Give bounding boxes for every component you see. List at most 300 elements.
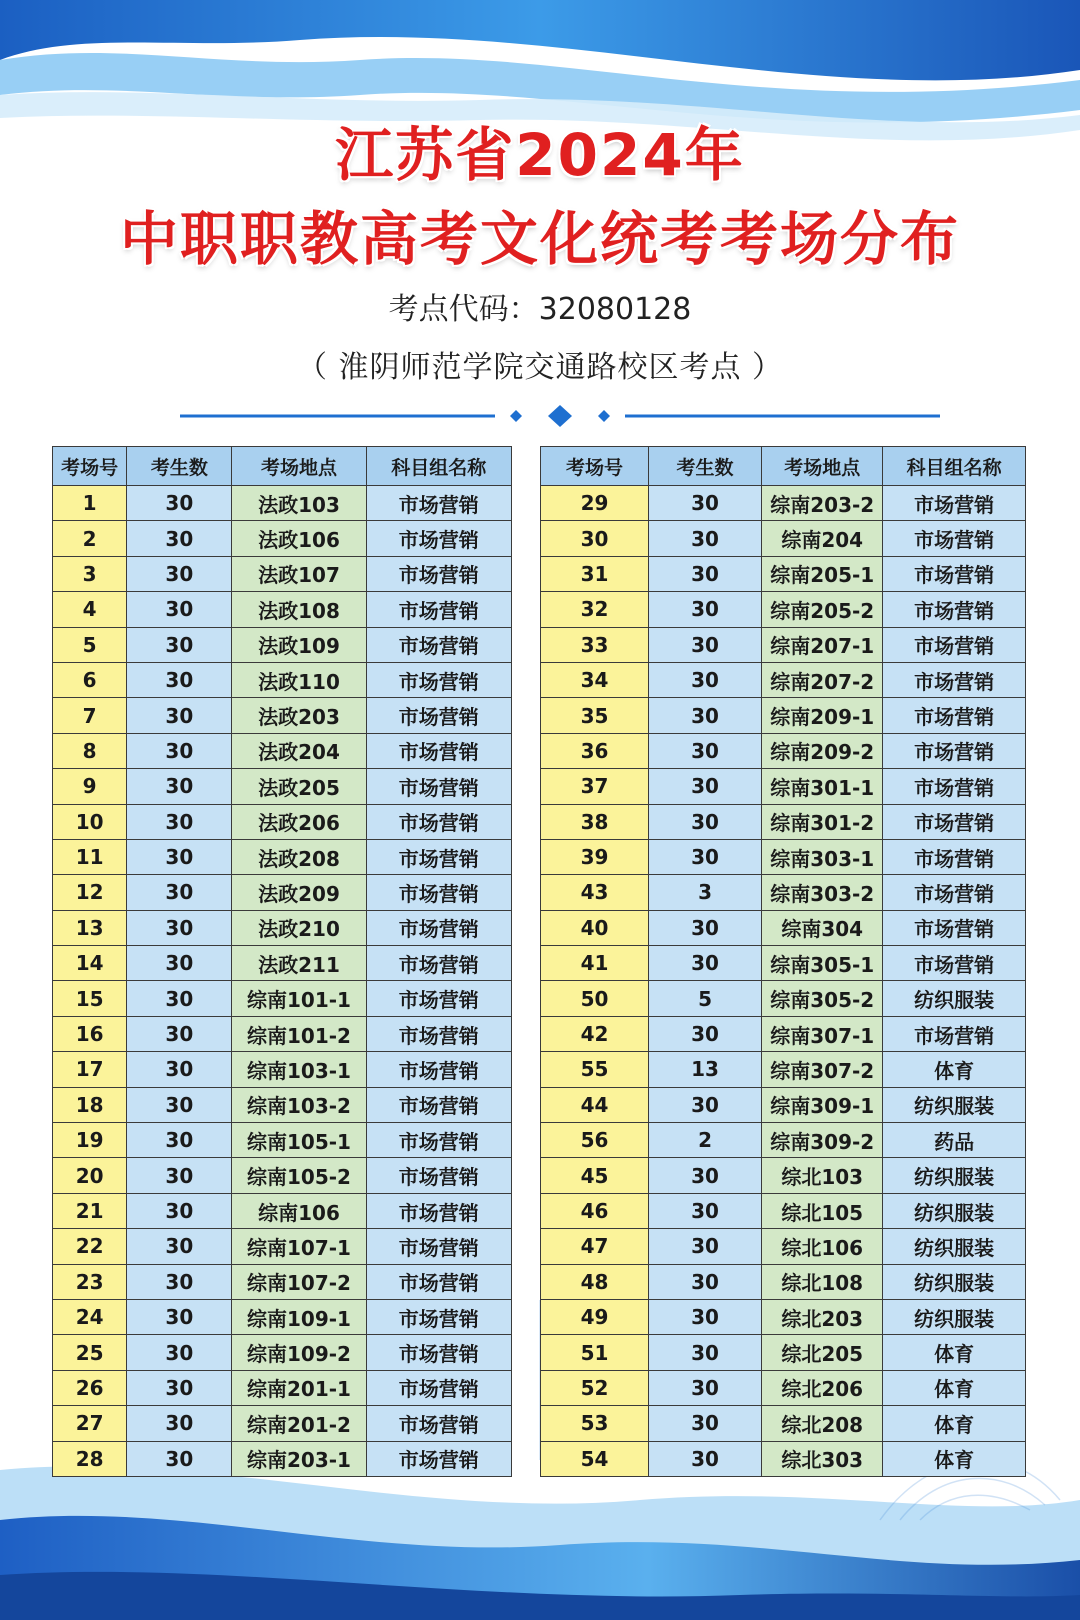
subject-group-cell: 市场营销 <box>366 1441 511 1476</box>
room-number-cell: 29 <box>541 486 649 521</box>
room-number-cell: 48 <box>541 1264 649 1299</box>
subject-group-cell: 市场营销 <box>366 627 511 662</box>
subject-group-cell: 体育 <box>883 1370 1026 1405</box>
table-row <box>53 875 512 910</box>
location-cell: 综南205-1 <box>762 556 883 591</box>
room-number-cell: 31 <box>541 556 649 591</box>
table-row <box>541 1406 1026 1441</box>
location-cell: 综南106 <box>232 1193 366 1228</box>
examinee-count-cell: 30 <box>127 556 232 591</box>
subject-group-cell: 市场营销 <box>366 839 511 874</box>
header-location: 考场地点 <box>762 447 883 486</box>
examinee-count-cell: 30 <box>649 1299 762 1334</box>
subject-group-cell: 市场营销 <box>366 733 511 768</box>
location-cell: 法政203 <box>232 698 366 733</box>
table-row <box>541 1441 1026 1476</box>
location-cell: 综南101-2 <box>232 1016 366 1051</box>
subject-group-cell: 市场营销 <box>366 910 511 945</box>
header-subject-group: 科目组名称 <box>366 447 511 486</box>
examinee-count-cell: 30 <box>127 486 232 521</box>
table-row <box>53 1299 512 1334</box>
header-examinee-count: 考生数 <box>649 447 762 486</box>
table-row <box>53 946 512 981</box>
subject-group-cell: 市场营销 <box>883 875 1026 910</box>
room-number-cell: 22 <box>53 1229 127 1264</box>
location-cell: 综南309-2 <box>762 1123 883 1158</box>
room-number-cell: 37 <box>541 769 649 804</box>
examinee-count-cell: 30 <box>649 521 762 556</box>
subject-group-cell: 市场营销 <box>366 1264 511 1299</box>
table-row <box>53 1123 512 1158</box>
room-number-cell: 42 <box>541 1016 649 1051</box>
room-number-cell: 47 <box>541 1229 649 1264</box>
subject-group-cell: 市场营销 <box>366 1087 511 1122</box>
examinee-count-cell: 30 <box>649 592 762 627</box>
location-cell: 综南207-1 <box>762 627 883 662</box>
table-row <box>53 839 512 874</box>
examinee-count-cell: 13 <box>649 1052 762 1087</box>
table-row <box>53 1406 512 1441</box>
room-number-cell: 17 <box>53 1052 127 1087</box>
examinee-count-cell: 30 <box>127 910 232 945</box>
table-row <box>53 662 512 697</box>
location-cell: 综南309-1 <box>762 1087 883 1122</box>
subject-group-cell: 纺织服装 <box>883 1193 1026 1228</box>
subject-group-cell: 市场营销 <box>883 627 1026 662</box>
examinee-count-cell: 5 <box>649 981 762 1016</box>
location-cell: 综南304 <box>762 910 883 945</box>
title-line-1: 江苏省2024年 <box>335 121 745 189</box>
subject-group-cell: 市场营销 <box>366 804 511 839</box>
location-cell: 综南103-1 <box>232 1052 366 1087</box>
location-cell: 综南107-1 <box>232 1229 366 1264</box>
table-row <box>53 1087 512 1122</box>
location-cell: 综南105-1 <box>232 1123 366 1158</box>
examinee-count-cell: 30 <box>127 875 232 910</box>
table-row <box>53 1158 512 1193</box>
subject-group-cell: 纺织服装 <box>883 1087 1026 1122</box>
examinee-count-cell: 30 <box>649 733 762 768</box>
table-row <box>541 733 1026 768</box>
room-number-cell: 9 <box>53 769 127 804</box>
subject-group-cell: 市场营销 <box>366 521 511 556</box>
location-cell: 综南203-1 <box>232 1441 366 1476</box>
location-cell: 综南204 <box>762 521 883 556</box>
subject-group-cell: 体育 <box>883 1052 1026 1087</box>
table-row <box>541 592 1026 627</box>
location-cell: 法政108 <box>232 592 366 627</box>
examinee-count-cell: 30 <box>649 1406 762 1441</box>
examinee-count-cell: 30 <box>649 946 762 981</box>
examinee-count-cell: 30 <box>649 1087 762 1122</box>
subject-group-cell: 市场营销 <box>366 981 511 1016</box>
examinee-count-cell: 30 <box>649 1229 762 1264</box>
examinee-count-cell: 30 <box>127 1123 232 1158</box>
table-row <box>541 769 1026 804</box>
subject-group-cell: 市场营销 <box>366 1158 511 1193</box>
location-cell: 法政209 <box>232 875 366 910</box>
subject-group-cell: 纺织服装 <box>883 1229 1026 1264</box>
examinee-count-cell: 30 <box>127 1052 232 1087</box>
examinee-count-cell: 30 <box>127 1264 232 1299</box>
location-cell: 综南209-1 <box>762 698 883 733</box>
room-number-cell: 43 <box>541 875 649 910</box>
subject-group-cell: 纺织服装 <box>883 1299 1026 1334</box>
examinee-count-cell: 30 <box>127 839 232 874</box>
location-cell: 综南201-1 <box>232 1370 366 1405</box>
room-number-cell: 20 <box>53 1158 127 1193</box>
examinee-count-cell: 30 <box>649 662 762 697</box>
header-room-no: 考场号 <box>541 447 649 486</box>
table-row <box>541 662 1026 697</box>
subject-group-cell: 体育 <box>883 1406 1026 1441</box>
table-row <box>541 556 1026 591</box>
examinee-count-cell: 30 <box>127 1335 232 1370</box>
subject-group-cell: 市场营销 <box>883 733 1026 768</box>
subject-group-cell: 市场营销 <box>366 592 511 627</box>
table-row <box>53 486 512 521</box>
location-cell: 综南103-2 <box>232 1087 366 1122</box>
table-row <box>53 592 512 627</box>
examinee-count-cell: 30 <box>127 627 232 662</box>
room-number-cell: 23 <box>53 1264 127 1299</box>
table-row <box>541 1158 1026 1193</box>
room-number-cell: 51 <box>541 1335 649 1370</box>
location-cell: 综南307-2 <box>762 1052 883 1087</box>
room-number-cell: 3 <box>53 556 127 591</box>
table-row <box>53 556 512 591</box>
examinee-count-cell: 30 <box>649 910 762 945</box>
table-row <box>53 981 512 1016</box>
location-cell: 法政106 <box>232 521 366 556</box>
subject-group-cell: 市场营销 <box>883 592 1026 627</box>
subject-group-cell: 市场营销 <box>883 839 1026 874</box>
location-cell: 综南301-1 <box>762 769 883 804</box>
table-row <box>541 1016 1026 1051</box>
location-cell: 综北303 <box>762 1441 883 1476</box>
table-row <box>541 1335 1026 1370</box>
location-cell: 综南301-2 <box>762 804 883 839</box>
room-number-cell: 50 <box>541 981 649 1016</box>
location-cell: 综南205-2 <box>762 592 883 627</box>
examinee-count-cell: 30 <box>127 1158 232 1193</box>
room-number-cell: 8 <box>53 733 127 768</box>
examinee-count-cell: 3 <box>649 875 762 910</box>
subject-group-cell: 市场营销 <box>366 1370 511 1405</box>
subject-group-cell: 市场营销 <box>883 662 1026 697</box>
table-row <box>541 946 1026 981</box>
room-number-cell: 56 <box>541 1123 649 1158</box>
table-row <box>541 1264 1026 1299</box>
table-row <box>541 1299 1026 1334</box>
table-header-row <box>53 447 512 486</box>
subject-group-cell: 市场营销 <box>366 769 511 804</box>
subject-group-cell: 体育 <box>883 1335 1026 1370</box>
location-cell: 法政208 <box>232 839 366 874</box>
header-room-no: 考场号 <box>53 447 127 486</box>
table-row <box>53 1264 512 1299</box>
examinee-count-cell: 30 <box>127 1370 232 1405</box>
subject-group-cell: 纺织服装 <box>883 1264 1026 1299</box>
room-number-cell: 2 <box>53 521 127 556</box>
location-cell: 综南305-1 <box>762 946 883 981</box>
subject-group-cell: 市场营销 <box>366 1052 511 1087</box>
location-cell: 综南105-2 <box>232 1158 366 1193</box>
subject-group-cell: 市场营销 <box>883 910 1026 945</box>
diamond-center-icon <box>548 405 572 427</box>
location-cell: 法政110 <box>232 662 366 697</box>
room-number-cell: 7 <box>53 698 127 733</box>
room-number-cell: 12 <box>53 875 127 910</box>
location-cell: 综南207-2 <box>762 662 883 697</box>
subject-group-cell: 市场营销 <box>883 804 1026 839</box>
subject-group-cell: 体育 <box>883 1441 1026 1476</box>
table-row <box>541 839 1026 874</box>
table-row <box>53 910 512 945</box>
room-number-cell: 55 <box>541 1052 649 1087</box>
subject-group-cell: 市场营销 <box>883 1016 1026 1051</box>
table-row <box>541 1123 1026 1158</box>
table-row <box>541 1052 1026 1087</box>
location-cell: 综南203-2 <box>762 486 883 521</box>
location-cell: 法政204 <box>232 733 366 768</box>
subject-group-cell: 市场营销 <box>883 521 1026 556</box>
subject-group-cell: 市场营销 <box>366 1335 511 1370</box>
subject-group-cell: 市场营销 <box>366 1299 511 1334</box>
examinee-count-cell: 30 <box>127 1087 232 1122</box>
examinee-count-cell: 30 <box>649 1370 762 1405</box>
table-row <box>541 486 1026 521</box>
subject-group-cell: 纺织服装 <box>883 981 1026 1016</box>
location-cell: 法政211 <box>232 946 366 981</box>
subject-group-cell: 市场营销 <box>366 1229 511 1264</box>
location-cell: 法政107 <box>232 556 366 591</box>
table-row <box>541 910 1026 945</box>
subject-group-cell: 市场营销 <box>366 662 511 697</box>
table-row <box>53 1370 512 1405</box>
subject-group-cell: 市场营销 <box>366 1193 511 1228</box>
decorative-divider <box>180 404 940 428</box>
table-row <box>53 733 512 768</box>
table-row <box>53 1193 512 1228</box>
room-number-cell: 41 <box>541 946 649 981</box>
subject-group-cell: 市场营销 <box>366 698 511 733</box>
location-cell: 综南107-2 <box>232 1264 366 1299</box>
room-number-cell: 49 <box>541 1299 649 1334</box>
subject-group-cell: 市场营销 <box>883 556 1026 591</box>
table-row <box>541 1193 1026 1228</box>
table-row <box>53 698 512 733</box>
examinee-count-cell: 30 <box>649 1158 762 1193</box>
table-row <box>541 981 1026 1016</box>
examinee-count-cell: 30 <box>649 1193 762 1228</box>
table-row <box>53 1335 512 1370</box>
examinee-count-cell: 30 <box>127 804 232 839</box>
exam-room-table-right <box>540 446 1026 1477</box>
location-cell: 综南303-2 <box>762 875 883 910</box>
room-number-cell: 15 <box>53 981 127 1016</box>
exam-room-table-left <box>52 446 512 1477</box>
room-number-cell: 36 <box>541 733 649 768</box>
examinee-count-cell: 30 <box>127 521 232 556</box>
table-row <box>541 1370 1026 1405</box>
room-number-cell: 16 <box>53 1016 127 1051</box>
examinee-count-cell: 2 <box>649 1123 762 1158</box>
subject-group-cell: 市场营销 <box>366 1406 511 1441</box>
examinee-count-cell: 30 <box>649 486 762 521</box>
examinee-count-cell: 30 <box>127 1441 232 1476</box>
location-cell: 综北108 <box>762 1264 883 1299</box>
examinee-count-cell: 30 <box>127 1193 232 1228</box>
examinee-count-cell: 30 <box>127 592 232 627</box>
table-row <box>541 875 1026 910</box>
room-number-cell: 19 <box>53 1123 127 1158</box>
location-cell: 综南109-2 <box>232 1335 366 1370</box>
room-number-cell: 52 <box>541 1370 649 1405</box>
diamond-right-icon <box>598 410 610 422</box>
location-cell: 综北103 <box>762 1158 883 1193</box>
room-number-cell: 25 <box>53 1335 127 1370</box>
location-cell: 综南307-1 <box>762 1016 883 1051</box>
table-row <box>53 1016 512 1051</box>
table-row <box>541 1229 1026 1264</box>
room-number-cell: 34 <box>541 662 649 697</box>
subject-group-cell: 市场营销 <box>366 875 511 910</box>
location-cell: 法政205 <box>232 769 366 804</box>
table-row <box>53 521 512 556</box>
examinee-count-cell: 30 <box>649 627 762 662</box>
subject-group-cell: 药品 <box>883 1123 1026 1158</box>
examinee-count-cell: 30 <box>649 839 762 874</box>
location-cell: 综北106 <box>762 1229 883 1264</box>
examinee-count-cell: 30 <box>649 698 762 733</box>
room-number-cell: 35 <box>541 698 649 733</box>
room-number-cell: 21 <box>53 1193 127 1228</box>
room-number-cell: 5 <box>53 627 127 662</box>
room-number-cell: 32 <box>541 592 649 627</box>
subject-group-cell: 市场营销 <box>883 698 1026 733</box>
table-row <box>541 698 1026 733</box>
exam-site-code: 考点代码：32080128 <box>388 292 692 327</box>
title-line-2: 中职职教高考文化统考考场分布 <box>119 205 960 273</box>
room-number-cell: 53 <box>541 1406 649 1441</box>
location-cell: 综北205 <box>762 1335 883 1370</box>
room-number-cell: 18 <box>53 1087 127 1122</box>
room-number-cell: 30 <box>541 521 649 556</box>
table-row <box>541 627 1026 662</box>
room-number-cell: 33 <box>541 627 649 662</box>
room-number-cell: 6 <box>53 662 127 697</box>
location-cell: 综南209-2 <box>762 733 883 768</box>
location-cell: 综南201-2 <box>232 1406 366 1441</box>
examinee-count-cell: 30 <box>649 1335 762 1370</box>
location-cell: 法政210 <box>232 910 366 945</box>
subject-group-cell: 市场营销 <box>366 946 511 981</box>
header-examinee-count: 考生数 <box>127 447 232 486</box>
table-row <box>541 1087 1026 1122</box>
location-cell: 综北203 <box>762 1299 883 1334</box>
examinee-count-cell: 30 <box>127 1016 232 1051</box>
examinee-count-cell: 30 <box>649 1016 762 1051</box>
table-row <box>53 1052 512 1087</box>
room-number-cell: 39 <box>541 839 649 874</box>
room-number-cell: 38 <box>541 804 649 839</box>
room-number-cell: 1 <box>53 486 127 521</box>
subject-group-cell: 市场营销 <box>366 1123 511 1158</box>
table-row <box>53 1441 512 1476</box>
examinee-count-cell: 30 <box>127 733 232 768</box>
location-cell: 综南303-1 <box>762 839 883 874</box>
diamond-left-icon <box>510 410 522 422</box>
table-row <box>541 804 1026 839</box>
room-number-cell: 46 <box>541 1193 649 1228</box>
subject-group-cell: 市场营销 <box>883 769 1026 804</box>
examinee-count-cell: 30 <box>649 1264 762 1299</box>
table-row <box>53 627 512 662</box>
subject-group-cell: 市场营销 <box>883 486 1026 521</box>
subject-group-cell: 纺织服装 <box>883 1158 1026 1193</box>
examinee-count-cell: 30 <box>649 769 762 804</box>
room-number-cell: 11 <box>53 839 127 874</box>
room-number-cell: 40 <box>541 910 649 945</box>
location-cell: 法政109 <box>232 627 366 662</box>
location-cell: 综北206 <box>762 1370 883 1405</box>
room-number-cell: 14 <box>53 946 127 981</box>
location-cell: 综南109-1 <box>232 1299 366 1334</box>
room-number-cell: 28 <box>53 1441 127 1476</box>
room-number-cell: 13 <box>53 910 127 945</box>
room-number-cell: 27 <box>53 1406 127 1441</box>
header-subject-group: 科目组名称 <box>883 447 1026 486</box>
location-cell: 法政206 <box>232 804 366 839</box>
room-number-cell: 54 <box>541 1441 649 1476</box>
subject-group-cell: 市场营销 <box>366 486 511 521</box>
examinee-count-cell: 30 <box>127 698 232 733</box>
examinee-count-cell: 30 <box>649 556 762 591</box>
room-number-cell: 45 <box>541 1158 649 1193</box>
location-cell: 综南101-1 <box>232 981 366 1016</box>
table-row <box>53 769 512 804</box>
room-number-cell: 10 <box>53 804 127 839</box>
examinee-count-cell: 30 <box>649 804 762 839</box>
location-cell: 综北208 <box>762 1406 883 1441</box>
location-cell: 法政103 <box>232 486 366 521</box>
exam-site-name: （ 淮阴师范学院交通路校区考点 ） <box>296 350 784 385</box>
subject-group-cell: 市场营销 <box>366 1016 511 1051</box>
room-number-cell: 24 <box>53 1299 127 1334</box>
table-row <box>541 521 1026 556</box>
examinee-count-cell: 30 <box>127 662 232 697</box>
header-location: 考场地点 <box>232 447 366 486</box>
subject-group-cell: 市场营销 <box>883 946 1026 981</box>
table-header-row <box>541 447 1026 486</box>
examinee-count-cell: 30 <box>649 1441 762 1476</box>
examinee-count-cell: 30 <box>127 769 232 804</box>
room-number-cell: 4 <box>53 592 127 627</box>
location-cell: 综南305-2 <box>762 981 883 1016</box>
subject-group-cell: 市场营销 <box>366 556 511 591</box>
room-number-cell: 26 <box>53 1370 127 1405</box>
examinee-count-cell: 30 <box>127 1406 232 1441</box>
examinee-count-cell: 30 <box>127 1299 232 1334</box>
room-number-cell: 44 <box>541 1087 649 1122</box>
table-row <box>53 1229 512 1264</box>
location-cell: 综北105 <box>762 1193 883 1228</box>
examinee-count-cell: 30 <box>127 946 232 981</box>
examinee-count-cell: 30 <box>127 1229 232 1264</box>
examinee-count-cell: 30 <box>127 981 232 1016</box>
table-row <box>53 804 512 839</box>
